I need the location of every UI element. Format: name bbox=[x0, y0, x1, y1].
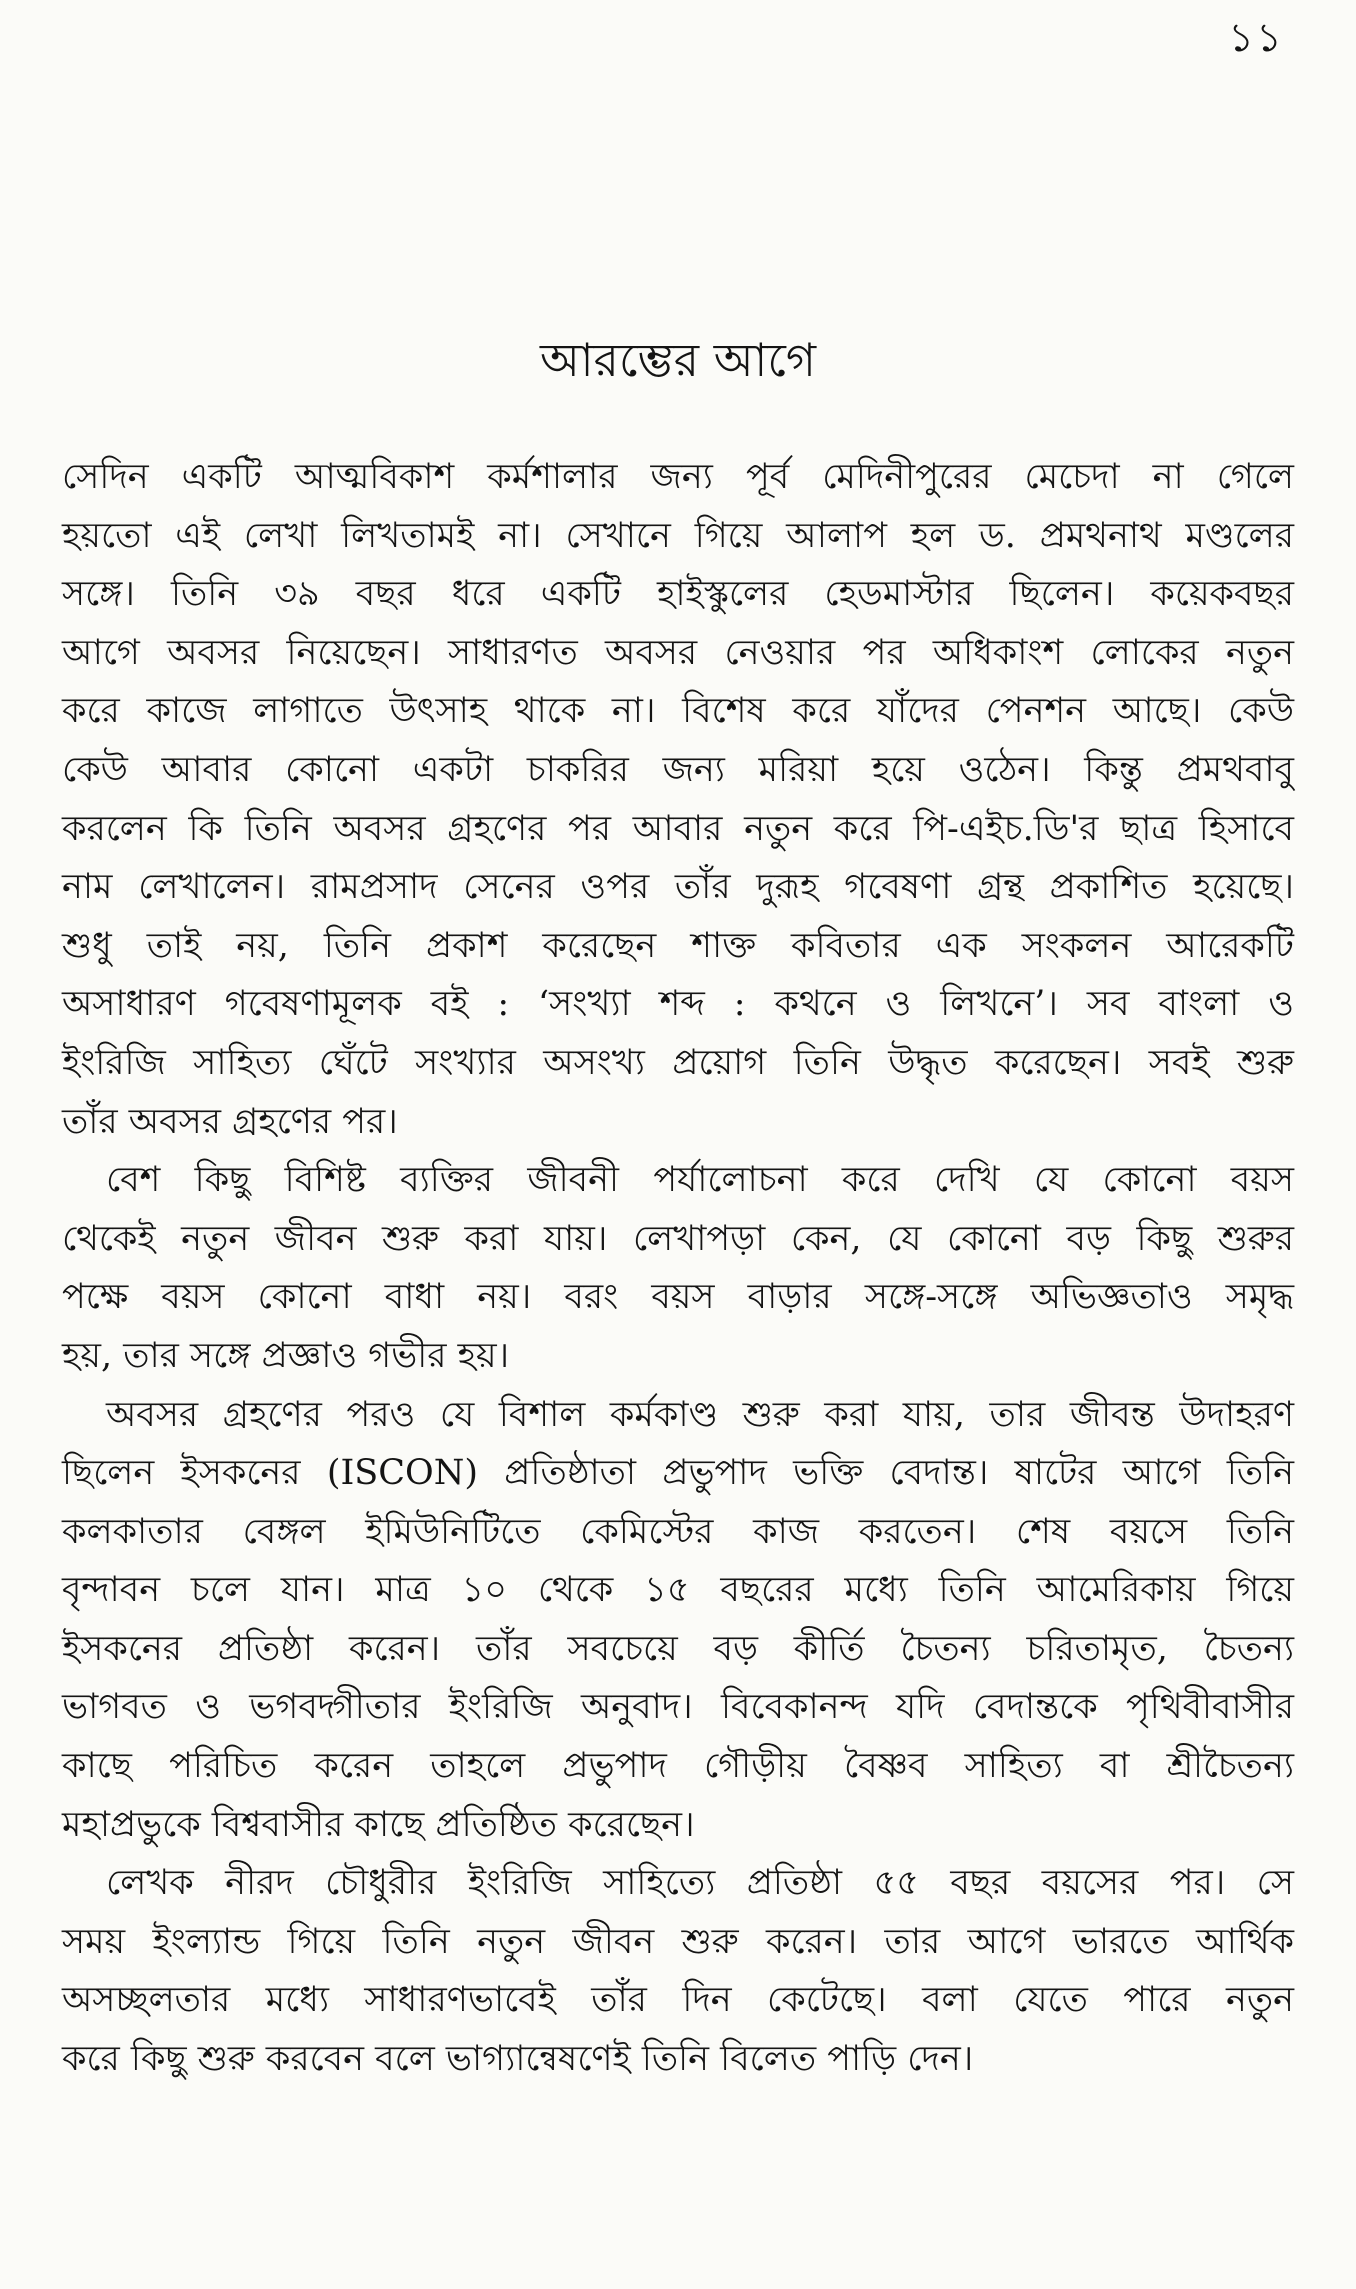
text-line: মহাপ্রভুকে বিশ্ববাসীর কাছে প্রতিষ্ঠিত করেছেন। bbox=[62, 1804, 695, 1845]
text-line: ছিলেন ইসকনের (ISCON) প্রতিষ্ঠাতা প্রভুপাদ ভক্তি বেদান্ত। ষাটের আগে তিনি bbox=[62, 1453, 1294, 1494]
text-line: সেদিন একটি আত্মবিকাশ কর্মশালার জন্য পূর্ব মেদিনীপুরের মেচেদা না গেলে bbox=[62, 457, 1294, 497]
text-line: অসাধারণ গবেষণামূলক বই : ‘সংখ্যা শব্দ : কথনে ও লিখনে’। সব বাংলা ও bbox=[62, 984, 1294, 1025]
text-line: হয়তো এই লেখা লিখতামই না। সেখানে গিয়ে আলাপ হল ড. প্রমথনাথ মণ্ডলের bbox=[62, 515, 1294, 556]
text-line: তাঁর অবসর গ্রহণের পর। bbox=[62, 1101, 398, 1142]
paragraph-3 bbox=[62, 1386, 1294, 1855]
text-line: লেখক নীরদ চৌধুরীর ইংরিজি সাহিত্যে প্রতিষ্ঠা ৫৫ বছর বয়সের পর। সে bbox=[106, 1863, 1294, 1904]
text-line: কেউ আবার কোনো একটা চাকরির জন্য মরিয়া হয়ে ওঠেন। কিন্তু প্রমথবাবু bbox=[62, 749, 1294, 790]
text-line: করলেন কি তিনি অবসর গ্রহণের পর আবার নতুন করে পি-এইচ.ডি'র ছাত্র হিসাবে bbox=[62, 808, 1294, 849]
paragraph-4 bbox=[62, 1854, 1294, 2088]
text-line: করে কাজে লাগাতে উৎসাহ থাকে না। বিশেষ করে যাঁদের পেনশন আছে। কেউ bbox=[62, 691, 1294, 732]
text-line: ভাগবত ও ভগবদ্গীতার ইংরিজি অনুবাদ। বিবেকানন্দ যদি বেদান্তকে পৃথিবীবাসীর bbox=[62, 1687, 1294, 1728]
text-line: বৃন্দাবন চলে যান। মাত্র ১০ থেকে ১৫ বছরের মধ্যে তিনি আমেরিকায় গিয়ে bbox=[62, 1570, 1294, 1611]
paragraph-1 bbox=[62, 448, 1294, 1151]
text-line: নাম লেখালেন। রামপ্রসাদ সেনের ওপর তাঁর দুরূহ গবেষণা গ্রন্থ প্রকাশিত হয়েছে। bbox=[62, 867, 1294, 908]
text-line: কাছে পরিচিত করেন তাহলে প্রভুপাদ গৌড়ীয় বৈষ্ণব সাহিত্য বা শ্রীচৈতন্য bbox=[62, 1746, 1294, 1787]
text-line: থেকেই নতুন জীবন শুরু করা যায়। লেখাপড়া কেন, যে কোনো বড় কিছু শুরুর bbox=[62, 1218, 1294, 1259]
text-line: অসচ্ছলতার মধ্যে সাধারণভাবেই তাঁর দিন কেটেছে। বলা যেতে পারে নতুন bbox=[62, 1980, 1294, 2021]
paragraph-2 bbox=[62, 1151, 1294, 1385]
chapter-title: আরম্ভের আগে bbox=[539, 333, 817, 387]
text-line: করে কিছু শুরু করবেন বলে ভাগ্যান্বেষণেই তিনি বিলেত পাড়ি দেন। bbox=[62, 2039, 974, 2080]
text-line: পক্ষে বয়স কোনো বাধা নয়। বরং বয়স বাড়ার সঙ্গে-সঙ্গে অভিজ্ঞতাও সমৃদ্ধ bbox=[62, 1277, 1294, 1318]
text-line: সময় ইংল্যান্ড গিয়ে তিনি নতুন জীবন শুরু করেন। তার আগে ভারতে আর্থিক bbox=[62, 1921, 1294, 1962]
text-line: বেশ কিছু বিশিষ্ট ব্যক্তির জীবনী পর্যালোচনা করে দেখি যে কোনো বয়স bbox=[106, 1160, 1294, 1201]
text-line: অবসর গ্রহণের পরও যে বিশাল কর্মকাণ্ড শুরু করা যায়, তার জীবন্ত উদাহরণ bbox=[106, 1394, 1294, 1435]
body-text bbox=[62, 448, 1294, 2089]
text-line: শুধু তাই নয়, তিনি প্রকাশ করেছেন শাক্ত কবিতার এক সংকলন আরেকটি bbox=[62, 925, 1294, 966]
text-line: হয়, তার সঙ্গে প্রজ্ঞাও গভীর হয়। bbox=[62, 1335, 510, 1376]
text-line: সঙ্গে। তিনি ৩৯ বছর ধরে একটি হাইস্কুলের হেডমাস্টার ছিলেন। কয়েকবছর bbox=[62, 574, 1294, 615]
text-line: আগে অবসর নিয়েছেন। সাধারণত অবসর নেওয়ার পর অধিকাংশ লোকের নতুন bbox=[62, 632, 1294, 673]
text-line: ইংরিজি সাহিত্য ঘেঁটে সংখ্যার অসংখ্য প্রয়োগ তিনি উদ্ধৃত করেছেন। সবই শুরু bbox=[62, 1042, 1294, 1083]
text-line: ইসকনের প্রতিষ্ঠা করেন। তাঁর সবচেয়ে বড় কীর্তি চৈতন্য চরিতামৃত, চৈতন্য bbox=[62, 1628, 1294, 1669]
page-number: ১১ bbox=[1228, 15, 1284, 61]
text-line: কলকাতার বেঙ্গল ইমিউনিটিতে কেমিস্টের কাজ করতেন। শেষ বয়সে তিনি bbox=[62, 1511, 1294, 1552]
